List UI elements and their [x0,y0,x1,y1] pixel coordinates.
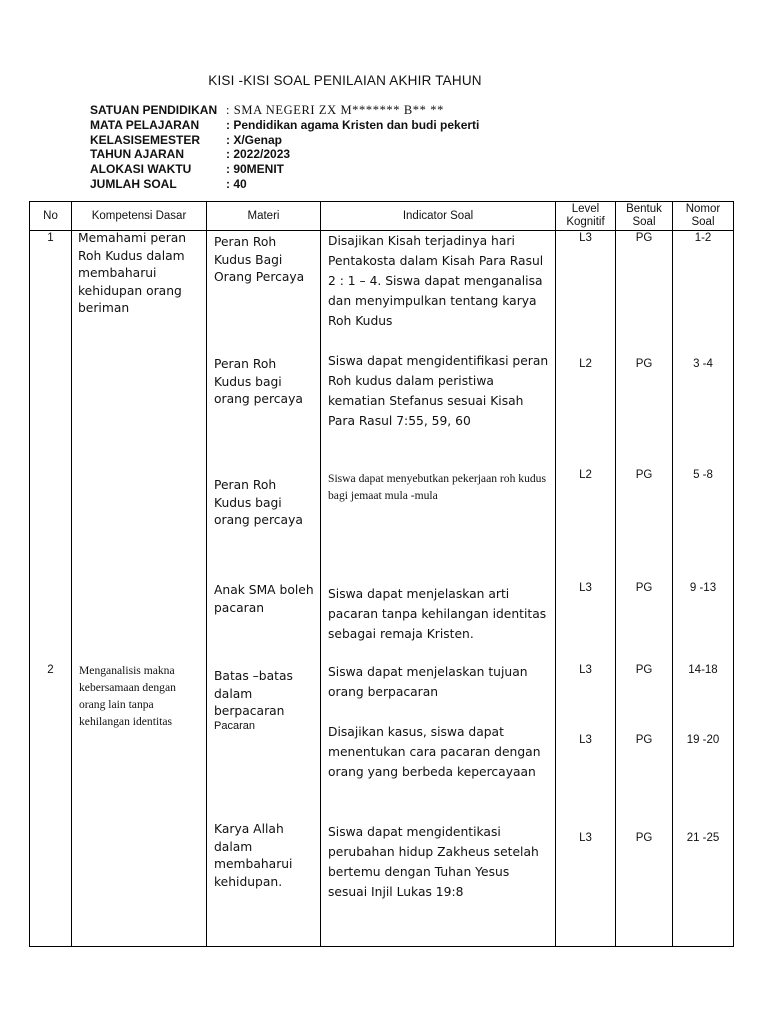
column-divider [320,201,321,947]
meta-value: : 2022/2023 [226,147,291,162]
nomor-soal: 14-18 [688,664,718,676]
column-divider [206,201,207,947]
row-number: 1 [47,232,54,244]
nomor-soal: 19 -20 [686,734,720,746]
indikator-soal: Siswa dapat menyebutkan pekerjaan roh kudus bagi jemaat mula -mula [328,472,546,502]
meta-value: : Pendidikan agama Kristen dan budi pekerti [226,117,480,132]
header-indikator: Indicator Soal [402,209,474,222]
meta-label: ALOKASI WAKTU [90,162,192,177]
column-divider [71,201,72,947]
materi: Batas –batas dalam berpacaran [214,669,293,719]
nomor-soal: 21 -25 [686,832,720,844]
level-kognitif: L3 [579,582,592,594]
meta-label: SATUAN PENDIDIKAN [90,103,218,117]
bentuk-soal: PG [635,469,653,481]
table-border-left [29,201,30,947]
nomor-soal: 5 -8 [693,469,713,481]
indikator-soal: Siswa dapat mengidentikasi perubahan hidup Zakheus setelah bertemu dengan Tuhan Yesus sesuai Injil Lukas 19:8 [328,825,539,899]
meta-label: TAHUN AJARAN [90,147,184,162]
meta-label: KELASISEMESTER [90,132,201,147]
header-no: No [43,209,58,222]
header-materi: Materi [247,209,280,222]
level-kognitif: L2 [579,469,592,481]
meta-value: : 90MENIT [226,162,285,177]
materi: Peran Roh Kudus Bagi Orang Percaya [214,235,305,285]
level-kognitif: L3 [579,832,592,844]
bentuk-soal: PG [635,358,653,370]
materi: Peran Roh Kudus bagi orang percaya [214,478,303,528]
meta-label: JUMLAH SOAL [90,176,177,191]
level-kognitif: L3 [579,664,592,676]
document-title: KISI -KISI SOAL PENILAIAN AKHIR TAHUN [208,73,482,88]
header-bentuk-soal: Bentuk Soal [626,203,662,228]
meta-value: : X/Genap [226,132,283,147]
indikator-soal: Disajikan kasus, siswa dapat menentukan cara pacaran dengan orang yang berbeda kepercayaan [328,725,541,779]
materi: Peran Roh Kudus bagi orang percaya [214,357,303,407]
kompetensi-dasar: Memahami peran Roh Kudus dalam membaharui kehidupan orang beriman [78,231,187,316]
meta-label: MATA PELAJARAN [90,117,200,132]
level-kognitif: L3 [579,734,592,746]
bentuk-soal: PG [635,582,653,594]
row-number: 2 [47,664,54,676]
materi-note: Pacaran [214,720,255,732]
meta-value: : 40 [226,176,247,191]
indikator-soal: Siswa dapat menjelaskan tujuan orang berpacaran [328,665,528,699]
nomor-soal: 1-2 [694,232,712,244]
nomor-soal: 3 -4 [693,358,713,370]
bentuk-soal: PG [635,734,653,746]
meta-value: : SMA NEGERI ZX M******* B** ** [226,103,444,117]
level-kognitif: L2 [579,358,592,370]
level-kognitif: L3 [579,232,592,244]
table-border-bottom [29,946,734,947]
table-border-right [733,201,734,947]
bentuk-soal: PG [635,664,653,676]
header-level-kognitif: Level Kognitif [566,203,605,228]
kompetensi-dasar: Menganalisis makna kebersamaan dengan orang lain tanpa kehilangan identitas [79,664,176,728]
indikator-soal: Disajikan Kisah terjadinya hari Pentakosta dalam Kisah Para Rasul 2 : 1 – 4. Siswa dapat menganalisa dan menyimpulkan tentang karya Roh Kudus [328,234,544,328]
header-nomor-soal: Nomor Soal [685,203,721,228]
indikator-soal: Siswa dapat menjelaskan arti pacaran tanpa kehilangan identitas sebagai remaja Kristen. [328,587,547,641]
materi: Karya Allah dalam membaharui kehidupan. [214,822,293,889]
header-kompetensi-dasar: Kompetensi Dasar [91,209,187,222]
bentuk-soal: PG [635,232,653,244]
nomor-soal: 9 -13 [689,582,717,594]
indikator-soal: Siswa dapat mengidentifikasi peran Roh kudus dalam peristiwa kematian Stefanus sesuai Kisah Para Rasul 7:55, 59, 60 [328,354,549,428]
bentuk-soal: PG [635,832,653,844]
materi: Anak SMA boleh pacaran [214,583,314,615]
